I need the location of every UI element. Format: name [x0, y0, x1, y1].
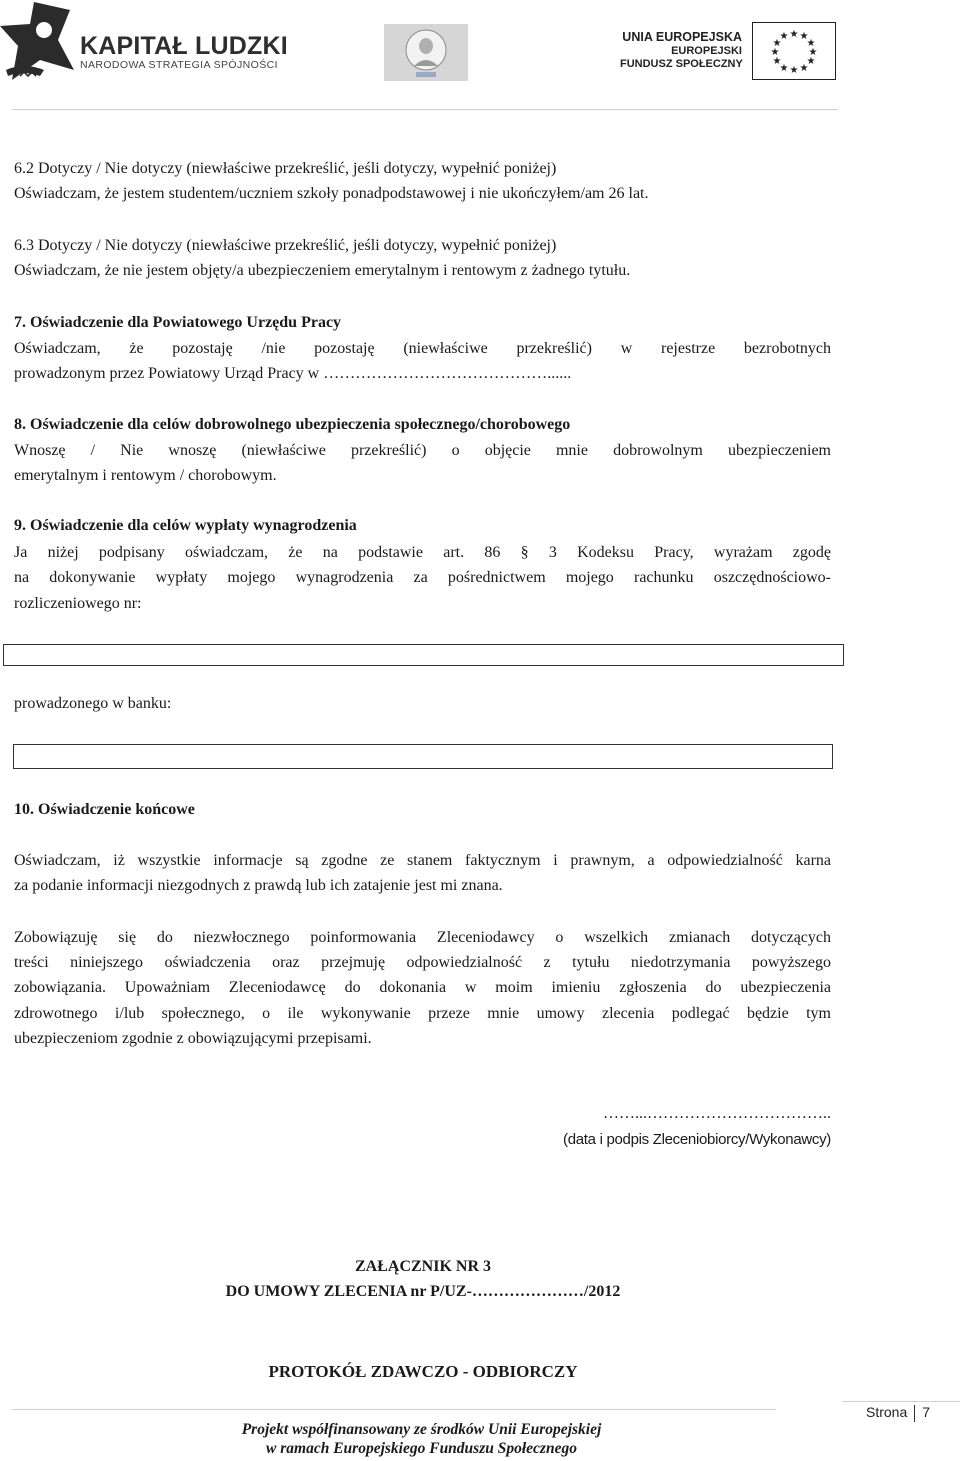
portrait-emblem-icon	[384, 24, 468, 81]
svg-text:★: ★	[770, 47, 780, 58]
s10-p2-line-4: zdrowotnego i/lub społecznego, o ile wykonywanie przeze mnie umowy zlecenia podlegać będzie tym	[14, 1005, 831, 1022]
svg-text:★: ★	[779, 63, 789, 74]
kapital-ludzki-title: KAPITAŁ LUDZKI	[80, 32, 288, 60]
eu-subtitle-2: FUNDUSZ SPOŁECZNY	[620, 58, 743, 70]
page-label: Strona	[866, 1404, 908, 1420]
header-divider	[12, 109, 838, 110]
protocol-title: PROTOKÓŁ ZDAWCZO - ODBIORCZY	[268, 1362, 578, 1381]
s7-line-1: Oświadczam, że pozostaję /nie pozostaję (niewłaściwe przekreślić) w rejestrze bezrobotnych	[14, 340, 831, 357]
s8-line-1: Wnoszę / Nie wnoszę (niewłaściwe przekreślić) o objęcie mnie dobrowolnym ubezpieczeniem	[14, 442, 831, 459]
kapital-ludzki-star-icon	[0, 0, 76, 84]
svg-text:★: ★	[799, 63, 809, 74]
s10-heading: 10. Oświadczenie końcowe	[14, 801, 195, 818]
s7-heading: 7. Oświadczenie dla Powiatowego Urzędu Pracy	[14, 314, 342, 331]
svg-text:★: ★	[779, 31, 789, 42]
svg-text:★: ★	[789, 29, 799, 40]
eu-stars-icon	[752, 22, 836, 80]
eu-subtitle-1: EUROPEJSKI	[671, 45, 742, 57]
eu-flag	[752, 22, 836, 80]
footer-line-1: Projekt współfinansowany ze środków Unii Europejskiej	[241, 1421, 602, 1438]
s63-line-2: Oświadczam, że nie jestem objęty/a ubezpieczeniem emerytalnym i rentowym z żadnego tytułu.	[14, 262, 631, 279]
svg-text:★: ★	[772, 38, 782, 49]
svg-text:★: ★	[789, 65, 799, 76]
s8-line-2: emerytalnym i rentowym / chorobowym.	[14, 467, 277, 484]
s10-p2-line-2: treści niniejszego oświadczenia oraz przejmuję odpowiedzialność z tytułu niedotrzymania powyższego	[14, 954, 831, 971]
kapital-ludzki-logo	[0, 0, 300, 90]
signature-line: ……...……………………………..	[603, 1105, 831, 1122]
s62-line-2: Oświadczam, że jestem studentem/uczniem szkoły ponadpodstawowej i nie ukończyłem/am 26 lat.	[14, 185, 649, 202]
s7-line-2: prowadzonym przez Powiatowy Urząd Pracy w ……………………………………......	[14, 365, 572, 382]
svg-text:★: ★	[806, 56, 816, 67]
s63-line-1: 6.3 Dotyczy / Nie dotyczy (niewłaściwe przekreślić, jeśli dotyczy, wypełnić poniżej)	[14, 237, 557, 254]
s10-p1-line-2: za podanie informacji niezgodnych z prawdą lub ich zatajenie jest mi znana.	[14, 877, 503, 894]
s10-p1-line-1: Oświadczam, iż wszystkie informacje są zgodne ze stanem faktycznym i prawnym, a odpowiedzialność karna	[14, 852, 831, 869]
s10-p2-line-1: Zobowiązuję się do niezwłocznego poinformowania Zleceniodawcy o wszelkich zmianach dotyczących	[14, 929, 831, 946]
eu-title: UNIA EUROPEJSKA	[622, 30, 742, 44]
svg-text:★: ★	[806, 38, 816, 49]
footer-divider	[12, 1409, 776, 1410]
svg-text:★: ★	[799, 31, 809, 42]
kapital-ludzki-subtitle: NARODOWA STRATEGIA SPÓJNOŚCI	[80, 59, 278, 71]
footer-divider-right	[842, 1401, 960, 1402]
s8-heading: 8. Oświadczenie dla celów dobrowolnego ubezpieczenia społecznego/chorobowego	[14, 416, 571, 433]
s9-line-3: rozliczeniowego nr:	[14, 595, 142, 612]
page-number-value: 7	[922, 1404, 931, 1420]
portrait-emblem	[384, 24, 468, 81]
eu-text-block	[620, 30, 742, 71]
attachment-contract: DO UMOWY ZLECENIA nr P/UZ-…………………/2012	[225, 1283, 621, 1300]
s10-p2-line-3: zobowiązania. Upoważniam Zleceniodawcę do dokonania w moim imieniu zgłoszenia do ubezpieczenia	[14, 979, 831, 996]
s9-heading: 9. Oświadczenie dla celów wypłaty wynagrodzenia	[14, 517, 357, 534]
page-number	[866, 1404, 930, 1422]
signature-caption: (data i podpis Zleceniobiorcy/Wykonawcy)	[563, 1131, 831, 1148]
s10-p2-line-5: ubezpieczeniom zgodnie z obowiązującymi przepisami.	[14, 1030, 372, 1047]
bank-name-field[interactable]	[13, 744, 833, 769]
attachment-title: ZAŁĄCZNIK NR 3	[354, 1258, 491, 1275]
s9-line-1: Ja niżej podpisany oświadczam, że na podstawie art. 86 § 3 Kodeksu Pracy, wyrażam zgodę	[14, 544, 831, 561]
footer-line-2: w ramach Europejskiego Funduszu Społecznego	[266, 1440, 577, 1457]
svg-text:★: ★	[772, 56, 782, 67]
account-number-field[interactable]	[3, 644, 844, 666]
bank-label: prowadzonego w banku:	[14, 695, 172, 712]
s62-line-1: 6.2 Dotyczy / Nie dotyczy (niewłaściwe przekreślić, jeśli dotyczy, wypełnić poniżej)	[14, 160, 557, 177]
page-separator	[914, 1405, 915, 1422]
s9-line-2: na dokonywanie wypłaty mojego wynagrodzenia za pośrednictwem mojego rachunku oszczędnościowo-	[14, 569, 831, 586]
svg-text:★: ★	[808, 47, 818, 58]
